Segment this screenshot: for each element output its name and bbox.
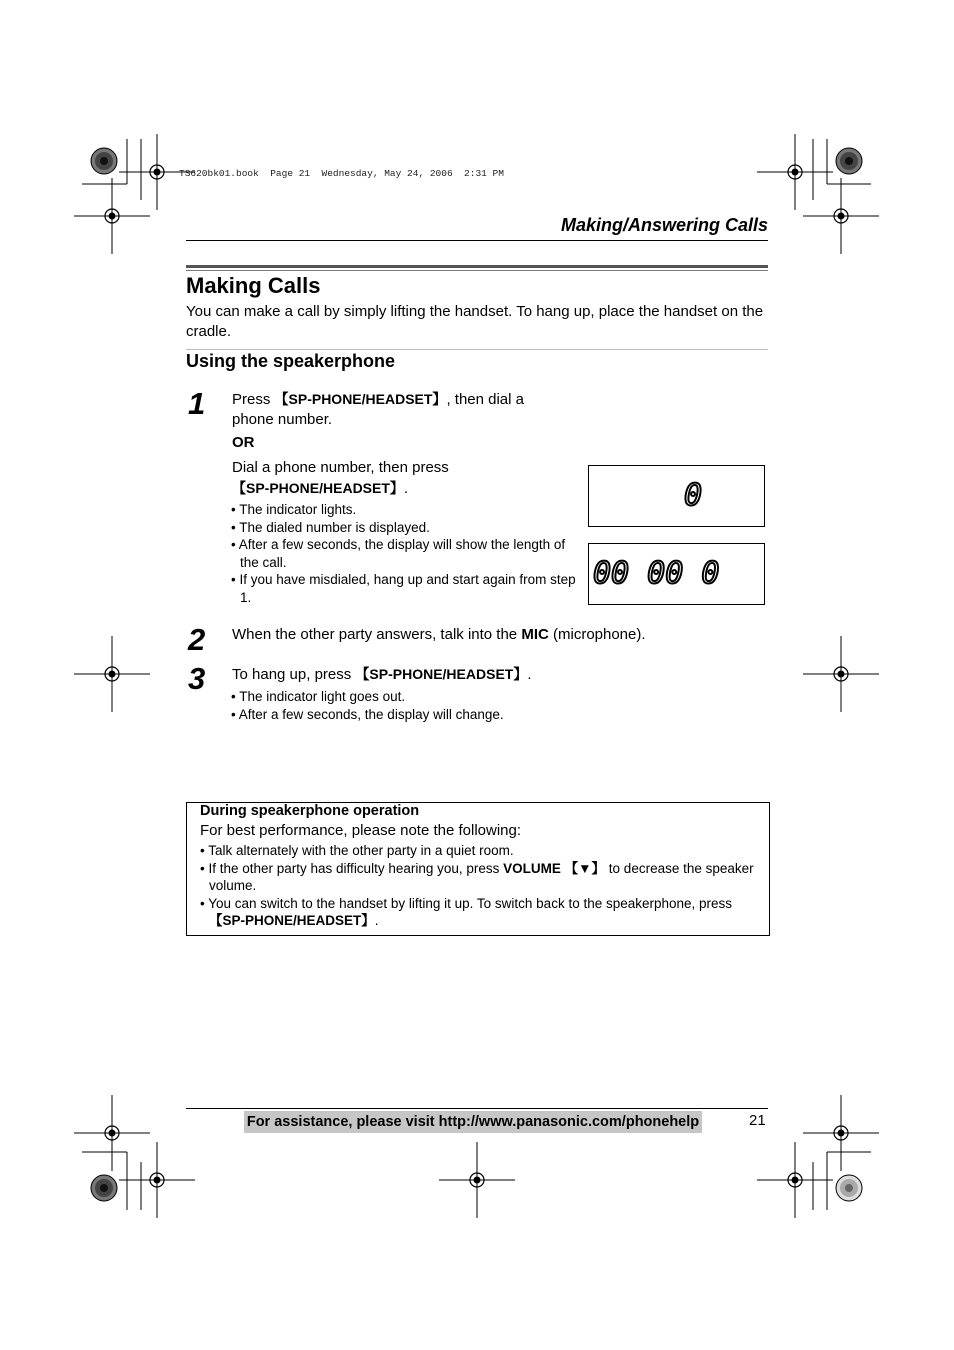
step-2-instruction <box>232 625 792 645</box>
list-item: • The indicator lights. <box>231 502 357 517</box>
note-b2-end: to decrease the speaker volume. <box>209 860 754 893</box>
step-1-number: 1 <box>188 386 206 421</box>
sp-phone-headset-key-hangup: 【SP-PHONE/HEADSET】 <box>355 666 528 682</box>
note-b2-text: • If the other party has difficulty hearing you, press <box>200 860 500 876</box>
sp-phone-headset-key: 【SP-PHONE/HEADSET】 <box>274 391 447 407</box>
lcd-digit-text: 0 <box>683 478 703 513</box>
or-label: OR <box>232 434 255 451</box>
sp-phone-headset-key-note: 【SP-PHONE/HEADSET】 <box>209 913 375 928</box>
list-item: • After a few seconds, the display will change. <box>231 706 504 722</box>
intro-paragraph: You can make a call by simply lifting the handset. To hang up, place the handset on the cradle. <box>186 303 764 340</box>
note-title: During speakerphone operation <box>200 803 420 819</box>
subheading: Using the speakerphone <box>186 351 396 371</box>
step-2-text-end: (microphone). <box>553 626 646 643</box>
list-item: • Talk alternately with the other party in a quiet room. <box>200 843 514 858</box>
step-1-press: Press <box>232 391 271 408</box>
footer-rule <box>186 1108 768 1109</box>
step-3-number: 3 <box>188 661 206 696</box>
step-2-number: 2 <box>188 622 206 657</box>
list-item: • The indicator light goes out. <box>231 689 406 704</box>
note-lead: For best performance, please note the following: <box>200 822 522 839</box>
step-1-bullets <box>231 501 576 606</box>
step-3-text: To hang up, press <box>232 666 352 683</box>
mic-label: MIC <box>521 626 549 643</box>
volume-down-key: VOLUME 【▼】 <box>503 860 606 876</box>
running-head: Making/Answering Calls <box>560 215 768 235</box>
lcd-digits-timer <box>589 544 764 604</box>
step-1-alt-text: Dial a phone number, then press <box>232 459 449 476</box>
note-bullets <box>200 842 760 930</box>
step-3-instruction <box>232 664 772 685</box>
step-3-bullets <box>231 688 771 723</box>
list-item: • The dialed number is displayed. <box>231 519 430 535</box>
lcd-timer-text: 00 00 0 <box>593 556 720 591</box>
title-rule-thin <box>186 270 768 271</box>
title-rule-thick <box>186 265 768 268</box>
print-info-line: TS620bk01.book Page 21 Wednesday, May 24, 2006 2:31 PM <box>179 168 504 179</box>
header-rule <box>186 240 768 241</box>
lcd-display-call-timer <box>588 543 765 605</box>
list-item <box>200 895 760 930</box>
assistance-banner: For assistance, please visit http://www.panasonic.com/phonehelp <box>244 1111 702 1133</box>
step-3-end: . <box>527 666 532 683</box>
note-b3-end: . <box>374 913 379 928</box>
step-2-text: When the other party answers, talk into the <box>232 626 518 643</box>
note-b3-text: • You can switch to the handset by lifting it up. To switch back to the speakerphone, press <box>200 895 733 911</box>
section-title: Making Calls <box>186 273 321 298</box>
step-1-rest: , then dial a phone number. <box>232 391 524 428</box>
list-item: • If you have misdialed, hang up and start again from step 1. <box>231 572 576 605</box>
sp-phone-headset-key-alt: 【SP-PHONE/HEADSET】 <box>232 480 404 496</box>
list-item: • After a few seconds, the display will show the length of the call. <box>231 537 566 570</box>
lcd-display-dialed <box>588 465 765 527</box>
step-1-alt-end: . <box>403 480 409 497</box>
lcd-digits-dialed <box>589 466 764 526</box>
step-1-alternative <box>232 458 577 499</box>
step-1-instruction <box>232 389 562 430</box>
page-number: 21 <box>749 1112 766 1129</box>
subheading-rule <box>186 349 768 350</box>
list-item <box>200 860 760 895</box>
